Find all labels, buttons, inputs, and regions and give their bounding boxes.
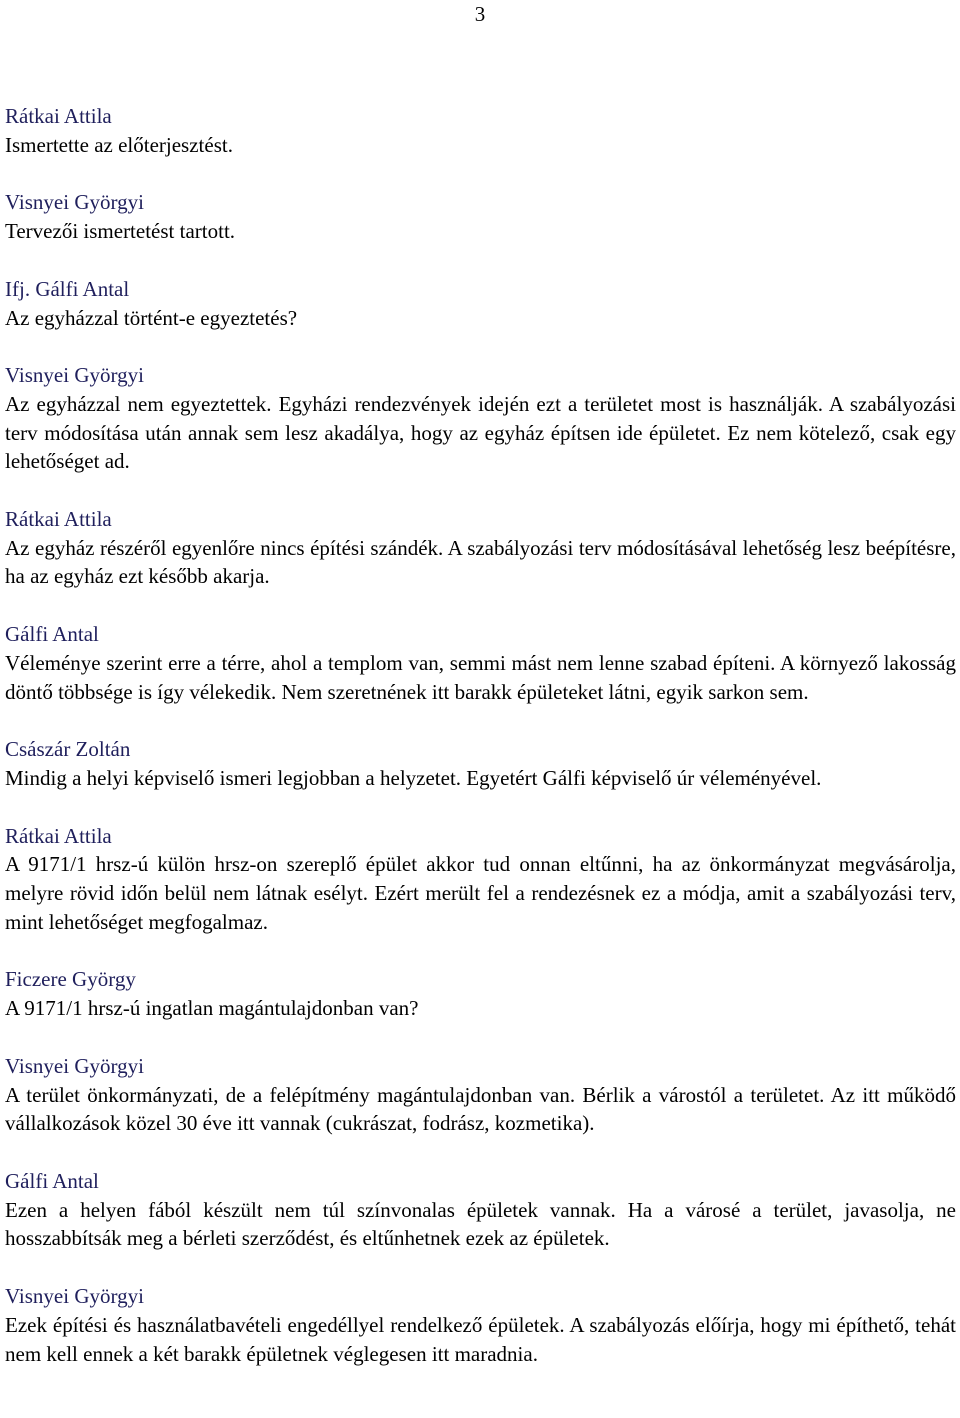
minutes-entry [5, 1282, 956, 1368]
minutes-entry [5, 822, 956, 937]
speaker-name: Gálfi Antal [5, 622, 99, 647]
speaker-statement: Az egyház részéről egyenlőre nincs építési szándék. A szabályozási terv módosításával lehetőség lesz beépítésre, ha az egyház ezt később akarja. [5, 535, 956, 589]
speaker-name: Császár Zoltán [5, 737, 131, 762]
speaker-name: Visnyei Györgyi [5, 190, 144, 215]
speaker-statement: Ezek építési és használatbavételi engedéllyel rendelkező épületek. A szabályozás előírja, hogy mi építhető, tehát nem kell ennek a két barakk épületnek véglegesen itt maradnia. [5, 1312, 956, 1366]
speaker-statement: A 9171/1 hrsz-ú külön hrsz-on szereplő épület akkor tud onnan eltűnni, ha az önkormányzat megvásárolja, melyre rövid időn belül nem látnak esélyt. Ezért merült fel a rendezésnek ez a módja, amit a szabályozási terv, mint lehetőséget megfogalmaz. [5, 852, 956, 934]
speaker-statement: Az egyházzal nem egyeztettek. Egyházi rendezvények idején ezt a területet most is használják. A szabályozási terv módosítása után annak sem lesz akadálya, hogy az egyház építsen ide épületet. Ez nem kötelező, csak egy lehetőséget ad. [5, 391, 956, 474]
minutes-entry [5, 965, 956, 1022]
minutes-entry [5, 505, 956, 591]
speaker-statement: Véleménye szerint erre a térre, ahol a templom van, semmi mást nem lenne szabad építeni. A környező lakosság döntő többsége is így vélekedik. Nem szeretnének itt barakk épületeket látni, egyik sarkon sem. [5, 650, 956, 704]
speaker-name: Rátkai Attila [5, 507, 112, 532]
minutes-entry [5, 361, 956, 476]
speaker-name: Visnyei Györgyi [5, 1284, 144, 1309]
speaker-name: Rátkai Attila [5, 823, 112, 848]
speaker-statement: Mindig a helyi képviselő ismeri legjobban a helyzetet. Egyetért Gálfi képviselő úr véleményével. [5, 765, 822, 790]
speaker-name: Gálfi Antal [5, 1168, 99, 1193]
speaker-statement: Ismertette az előterjesztést. [5, 132, 233, 157]
speaker-name: Ficzere György [5, 967, 136, 992]
minutes-entry [5, 1167, 956, 1253]
speaker-name: Visnyei Györgyi [5, 1053, 144, 1078]
speaker-statement: A 9171/1 hrsz-ú ingatlan magántulajdonban van? [5, 996, 419, 1021]
speaker-statement: A terület önkormányzati, de a felépítmény magántulajdonban van. Bérlik a várostól a területet. Az itt működő vállalkozások közel 30 éve itt vannak (cukrászat, fodrász, kozmetika). [5, 1082, 956, 1136]
minutes-entry [5, 102, 956, 159]
minutes-entry [5, 1052, 956, 1138]
speaker-statement: Az egyházzal történt-e egyeztetés? [5, 305, 298, 330]
speaker-name: Visnyei Györgyi [5, 363, 144, 388]
speaker-statement: Tervezői ismertetést tartott. [5, 219, 236, 244]
minutes-entry [5, 735, 956, 792]
minutes-entry [5, 620, 956, 706]
minutes-entry [5, 275, 956, 332]
speaker-name: Rátkai Attila [5, 104, 112, 128]
minutes-entry [5, 188, 956, 245]
page-number: 3 [474, 2, 486, 26]
speaker-statement: Ezen a helyen fából készült nem túl színvonalas épületek vannak. Ha a városé a terület, javasolja, ne hosszabbítsák meg a bérleti szerződést, és eltűnhetnek ezek az épületek. [5, 1197, 956, 1251]
speaker-name: Ifj. Gálfi Antal [5, 276, 130, 301]
minutes-content [5, 102, 956, 1397]
